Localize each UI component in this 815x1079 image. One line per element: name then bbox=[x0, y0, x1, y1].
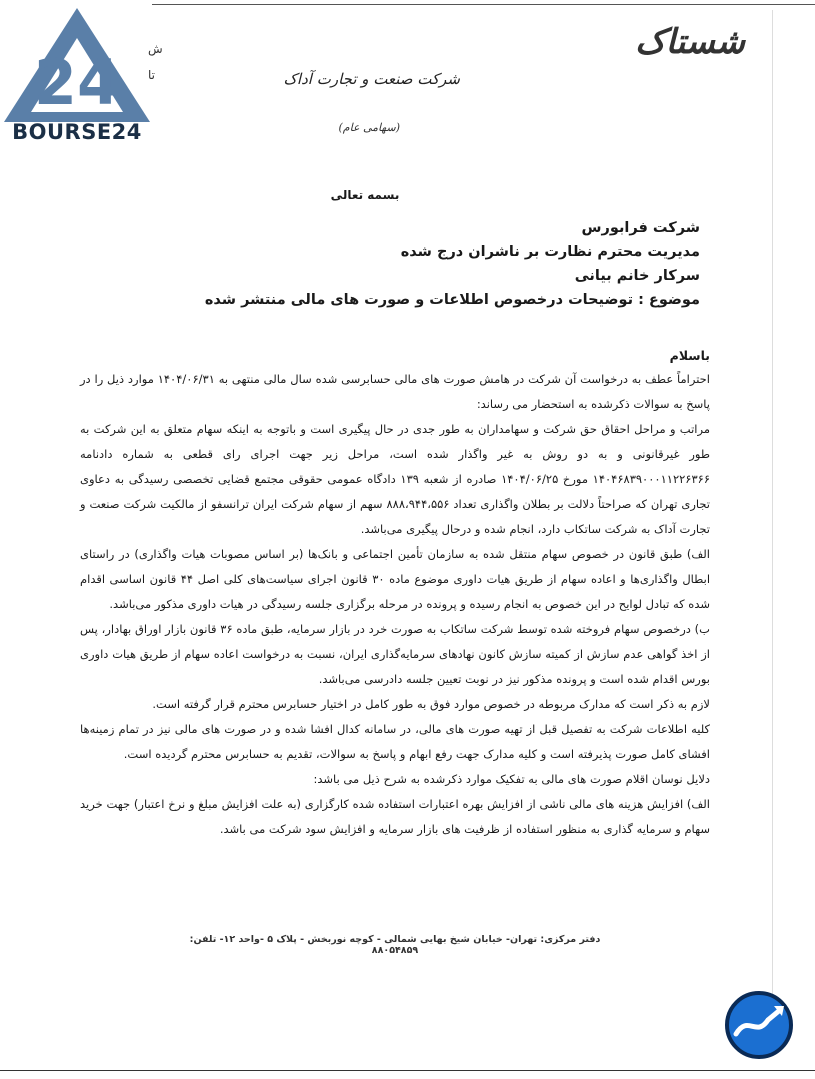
paragraph: الف) افزایش هزینه های مالی ناشی از افزایش بهره اعتبارات استفاده شده کارگزاری (به علت افزایش مبلغ و نرخ اعتبار) جهت خرید سهام و سرمایه گذاری به منظور استفاده از ظرفیت های بازار سرمایه و افزایش سود شرکت می باشد. bbox=[80, 797, 710, 836]
bourse24-logo-text: BOURSE24 bbox=[12, 120, 142, 144]
paragraph: الف) طبق قانون در خصوص سهام منتقل شده به سازمان تأمین اجتماعی و بانک‌ها (بر اساس مصوبات هیات واگذاری) در راستای ابطال واگذاری‌ها و اعاده سهام از طریق هیات داوری موضوع ماده ۳۰ قانون اجرای سیاست‌های کلی اصل ۴۴ قانون اساسی اقدام شده که تبادل لوایح در این خصوص به انجام رسیده و پرونده در مرحله برگزاری جلسه رسیدگی در هیات داوری مذکور می‌باشد. bbox=[80, 547, 711, 611]
company-type: (سهامی عام) bbox=[338, 121, 400, 134]
bottom-border-line bbox=[0, 1070, 815, 1071]
letter-body bbox=[80, 188, 710, 842]
addressee-line: سرکار خانم بیانی bbox=[574, 268, 700, 284]
paragraph: دلایل نوسان اقلام صورت های مالی به تفکیک موارد ذکرشده به شرح ذیل می باشد: bbox=[313, 772, 710, 786]
subject-line: موضوع : توضیحات درخصوص اطلاعات و صورت های مالی منتشر شده bbox=[204, 292, 700, 308]
basmala: بسمه تعالی bbox=[330, 188, 400, 202]
company-name: شرکت صنعت و تجارت آداک bbox=[283, 70, 460, 88]
right-edge-line bbox=[772, 10, 773, 1010]
paragraph: مراتب و مراحل احقاق حق شرکت و سهامداران به طور جدی در حال پیگیری است و باتوجه به اینکه سهام متعلق به این شرکت به طور غیرقانونی و به دو روش به غیر واگذار شده است، مراحل زیر جهت اجرای رای قطعی به شماره دادنامه ۱۴۰۴۶۸۳۹۰۰۰۱۱۲۲۶۳۶۶ مورخ ۱۴۰۴/۰۶/۲۵ صادره از شعبه ۱۳۹ دادگاه عمومی حقوقی مجتمع قضایی تخصصی رسیدگی به دعاوی تجاری تهران که صراحتاً دلالت بر بطلان واگذاری تعداد ۸۸۸،۹۴۴،۵۵۶ سهم از سهام شرکت ایران ترانسفو از مالکیت شرکت صنعت و تجارت آداک به شرکت ساتکاب دارد، انجام شده و درحال پیگیری می‌باشد. bbox=[80, 422, 710, 536]
paragraph: لازم به ذکر است که مدارک مربوطه در خصوص موارد فوق به طور کامل در اختیار حسابرس محترم قرار گرفته است. bbox=[152, 697, 710, 711]
addressee-line: مدیریت محترم نظارت بر ناشران درج شده bbox=[400, 244, 700, 260]
trend-badge-icon bbox=[724, 990, 794, 1060]
paragraph: ب) درخصوص سهام فروخته شده توسط شرکت ساتکاب به صورت خرد در بازار سرمایه، طبق ماده ۳۶ قانون بازار اوراق بهادار، پس از اخذ گواهی عدم سازش از کمیته سازش کانون نهادهای سرمایه‌گذاری ایران، نسبت به درخواست اعاده سهام از طریق هیات داوری بورس اقدام شده است و پرونده مذکور نیز در نوبت تعیین جلسه دادرسی می‌باشد. bbox=[80, 622, 710, 686]
top-border-line bbox=[152, 4, 815, 5]
edge-mark: ش bbox=[148, 42, 163, 56]
svg-text:24: 24 bbox=[33, 46, 121, 119]
footer-address: دفتر مرکزی: تهران- خیابان شیخ بهایی شمالی - کوچه نوربخش - پلاک ۵ -واحد ۱۲- تلفن: ۸۸۰۵۴۸۵۹ bbox=[189, 934, 601, 956]
edge-mark: تا bbox=[148, 68, 155, 82]
addressee-line: شرکت فرابورس bbox=[581, 220, 700, 236]
edge-marks bbox=[148, 36, 163, 88]
paragraph: احتراماً عطف به درخواست آن شرکت در هامش صورت های مالی حسابرسی شده سال مالی منتهی به ۱۴۰۴/۰۶/۳۱ موارد ذیل را در پاسخ به سوالات ذکرشده به استحضار می رساند: bbox=[80, 372, 710, 411]
greeting: باسلام bbox=[669, 348, 710, 363]
paragraph: کلیه اطلاعات شرکت به تفصیل قبل از تهیه صورت های مالی، در سامانه کدال افشا شده و در صورت های مالی نیز در تمام زمینه‌ها افشای کامل صورت پذیرفته است و کلیه مدارک جهت رفع ابهام و پاسخ به سوالات، تقدیم به حسابرس محترم گردیده است. bbox=[80, 722, 710, 761]
brand-logo-text: شستاک bbox=[635, 22, 745, 62]
